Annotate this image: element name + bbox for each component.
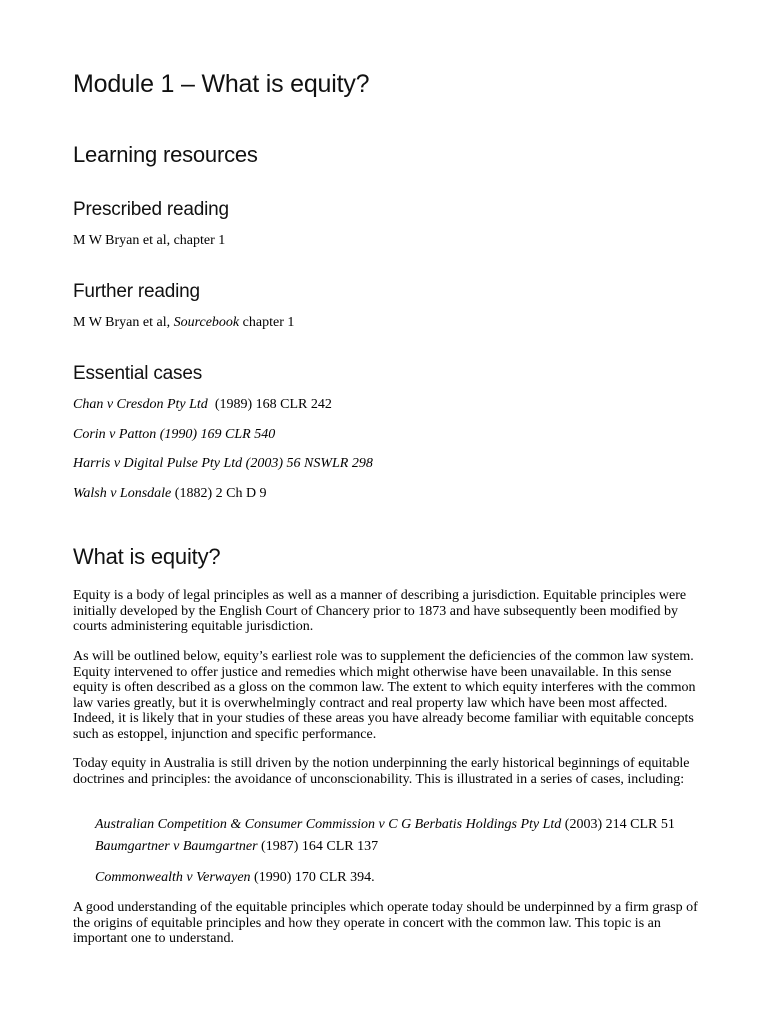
essential-case-item: [73, 456, 373, 472]
case-name: Harris v Digital Pulse Pty Ltd (2003) 56 NSWLR 298: [73, 456, 373, 471]
case-name: Baumgartner v Baumgartner: [95, 839, 258, 854]
essential-case-item: [73, 397, 332, 413]
paragraph-4: A good understanding of the equitable principles which operate today should be underpinned by a firm grasp of the origins of equitable principles and how they operate in concert with the common law. This topic is an important one to understand.: [73, 900, 698, 947]
case-name: Corin v Patton (1990) 169 CLR 540: [73, 427, 276, 442]
paragraph-3: Today equity in Australia is still driven by the notion underpinning the early historical beginnings of equitable doctrines and principles: the avoidance of unconscionability. This is illustrated in a series of cases, including:: [73, 756, 690, 787]
learning-resources-heading: Learning resources: [73, 142, 258, 167]
module-title: Module 1 – What is equity?: [73, 70, 370, 98]
illustrative-case-item: [95, 817, 675, 833]
case-citation: (1882) 2 Ch D 9: [171, 486, 267, 501]
case-name: Walsh v Lonsdale: [73, 486, 172, 501]
further-reading-suffix: chapter 1: [239, 315, 295, 330]
case-citation: (1989) 168 CLR 242: [207, 397, 332, 412]
paragraph-1: Equity is a body of legal principles as well as a manner of describing a jurisdiction. Equitable principles were initially developed by the English Court of Chancery prior to 1873 and have subsequently been modified by courts administering equitable jurisdiction.: [73, 588, 687, 635]
case-name: Australian Competition & Consumer Commission v C G Berbatis Holdings Pty Ltd: [95, 817, 562, 832]
case-citation: (2003) 214 CLR 51: [561, 817, 675, 832]
illustrative-case-item: [95, 839, 378, 855]
further-reading-heading: Further reading: [73, 281, 200, 302]
prescribed-reading-text: M W Bryan et al, chapter 1: [73, 233, 226, 248]
paragraph-2: As will be outlined below, equity’s earliest role was to supplement the deficiencies of the common law system. Equity intervened to offer justice and remedies which might otherwise have been unavailable. In this sense equity is often described as a gloss on the common law. The extent to which equity interferes with the common law varies greatly, but it is overwhelmingly contract and real property law which have been most affected. Indeed, it is likely that in your studies of these areas you have already become familiar with equitable concepts such as estoppel, injunction and specific performance.: [73, 649, 696, 742]
essential-cases-heading: Essential cases: [73, 363, 203, 384]
case-name: Commonwealth v Verwayen: [95, 870, 251, 885]
case-citation: (1987) 164 CLR 137: [257, 839, 379, 854]
further-reading-prefix: M W Bryan et al,: [73, 315, 174, 330]
illustrative-case-item: [95, 870, 375, 886]
prescribed-reading-heading: Prescribed reading: [73, 199, 229, 220]
what-is-equity-heading: What is equity?: [73, 544, 221, 569]
case-citation: (1990) 170 CLR 394.: [250, 870, 375, 885]
essential-case-item: [73, 486, 267, 502]
case-name: Chan v Cresdon Pty Ltd: [73, 397, 208, 412]
essential-case-item: [73, 427, 275, 443]
further-reading-text: [73, 315, 294, 331]
sourcebook-title: Sourcebook: [173, 315, 240, 330]
